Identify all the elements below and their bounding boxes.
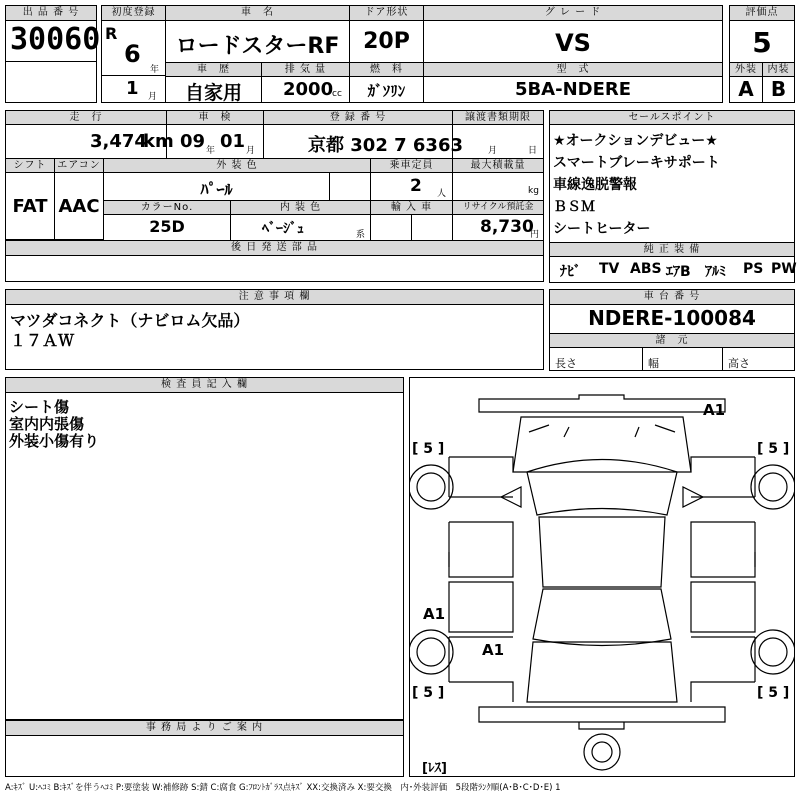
- history-label: 車 歴: [165, 62, 262, 77]
- inspector-line: 外装小傷有り: [9, 432, 100, 450]
- recycle-amount: 8,730: [480, 217, 534, 237]
- equipment-item: ABS: [630, 261, 662, 277]
- import-box-2: [411, 214, 453, 241]
- inspection-label: 車 検: [166, 110, 264, 125]
- import-label: 輸 入 車: [370, 200, 453, 215]
- lot-empty-box: [5, 61, 97, 103]
- inspector-line: シート傷: [9, 398, 70, 416]
- later-parts-label: 後 日 発 送 部 品: [5, 240, 544, 256]
- displacement: 2000: [283, 79, 334, 100]
- tire-grade-rr: [ 5 ]: [757, 685, 790, 701]
- equipment-item: ｴｱB: [666, 264, 691, 280]
- transfer-month: 月: [488, 146, 498, 156]
- sales-point: ＢＳＭ: [553, 199, 595, 215]
- score: 5: [752, 26, 772, 59]
- sales-point: シートヒーター: [553, 221, 651, 237]
- year-unit: 年: [150, 65, 160, 75]
- interior-color: ﾍﾞｰｼﾞｭ: [262, 221, 304, 237]
- model: 5BA-NDERE: [514, 79, 632, 100]
- spec-length: 長さ: [555, 357, 577, 370]
- ext-label: 外装: [729, 62, 763, 77]
- sales-point: 車線逸脱警報: [553, 177, 637, 193]
- car-name: ロードスターRF: [175, 34, 340, 59]
- equipment-label: 純 正 装 備: [549, 242, 795, 257]
- color-no: 25D: [149, 217, 185, 236]
- displacement-label: 排 気 量: [261, 62, 350, 77]
- load-label: 最大積載量: [452, 158, 544, 173]
- inspector-label: 検 査 員 記 入 欄: [5, 377, 404, 393]
- damage-mark: A1: [703, 401, 726, 419]
- int-label: 内装: [762, 62, 795, 77]
- name-label: 車 名: [165, 5, 350, 21]
- sales-point: スマートブレーキサポート: [553, 155, 720, 171]
- interior-suffix: 系: [356, 230, 366, 240]
- note-line: １７ＡＷ: [10, 331, 75, 350]
- mileage: 3,474: [90, 131, 147, 152]
- mileage-label: 走 行: [5, 110, 167, 125]
- month-divider: [101, 75, 166, 76]
- sales-point: ★オークションデビュー★: [553, 133, 718, 149]
- equipment-item: PW: [771, 261, 797, 277]
- insp-month: 01: [220, 131, 246, 152]
- sales-label: セールスポイント: [549, 110, 795, 125]
- grade: VS: [555, 29, 591, 57]
- equipment-item: TV: [599, 261, 620, 277]
- spec-label: 諸 元: [549, 333, 795, 348]
- cc-unit: cc: [332, 89, 342, 99]
- import-box: [370, 214, 412, 241]
- history: 自家用: [184, 82, 242, 104]
- car-diagram: [409, 377, 795, 777]
- color-no-label: カラーNo.: [103, 200, 231, 215]
- chassis-number: NDERE-100084: [588, 306, 756, 330]
- capacity: 2: [410, 176, 422, 196]
- ext-color: ﾊﾟｰﾙ: [200, 180, 233, 199]
- equipment-item: ｱﾙﾐ: [705, 264, 726, 280]
- first-reg-label: 初度登録: [101, 5, 166, 21]
- office-label: 事 務 局 よ り ご 案 内: [5, 720, 404, 736]
- int-grade: B: [770, 77, 787, 101]
- legend: A:ｷｽﾞ U:ﾍｺﾐ B:ｷｽﾞを伴うﾍｺﾐ P:要塗装 W:補修跡 S:錆 C:腐食 G:ﾌﾛﾝﾄｶﾞﾗｽ点ｷｽﾞ XX:交換済み X:要交換 内･外装評価 5段階ﾗﾝｸ順(A･B･C･D･E) 1: [5, 783, 561, 793]
- note-line: マツダコネクト（ナビロム欠品）: [10, 311, 250, 330]
- tire-grade-rl: [ 5 ]: [412, 685, 445, 701]
- spec-height: 高さ: [728, 357, 750, 370]
- equipment-item: ﾅﾋﾞ: [560, 264, 581, 280]
- capacity-label: 乗車定員: [370, 158, 453, 173]
- transfer-day: 日: [528, 146, 538, 156]
- color-label: 外 装 色: [103, 158, 371, 173]
- interior-label: 内 装 色: [230, 200, 371, 215]
- reg-month: 1: [126, 78, 139, 99]
- damage-mark: A1: [482, 641, 505, 659]
- tire-grade-fl: [ 5 ]: [412, 441, 445, 457]
- lot-number: 30060: [10, 22, 101, 57]
- inspector-line: 室内内張傷: [9, 415, 85, 433]
- later-parts-box: [5, 255, 544, 282]
- damage-mark: A1: [423, 605, 446, 623]
- km-unit: km: [143, 131, 174, 152]
- shift-label: シフト: [5, 158, 55, 173]
- shift: FAT: [12, 196, 48, 217]
- spec-width: 幅: [648, 357, 659, 370]
- ac: AAC: [58, 196, 100, 217]
- grade-label: グ レ ー ド: [423, 5, 723, 21]
- tire-grade-fr: [ 5 ]: [757, 441, 790, 457]
- plate-label: 登 録 番 号: [263, 110, 453, 125]
- fuel-label: 燃 料: [349, 62, 424, 77]
- era: R: [105, 24, 118, 43]
- color-box-end: [329, 172, 371, 201]
- fuel: ｶﾞｿﾘﾝ: [367, 82, 406, 100]
- reg-year: 6: [124, 40, 141, 68]
- equipment-item: PS: [743, 261, 764, 277]
- recycle-unit: 円: [530, 230, 540, 240]
- spare-tire-label: [ﾚｽ]: [422, 761, 447, 776]
- office-box: [5, 735, 404, 777]
- capacity-unit: 人: [437, 189, 447, 199]
- door-label: ドア形状: [349, 5, 424, 21]
- insp-year: 09: [180, 131, 206, 152]
- insp-year-unit: 年: [206, 146, 216, 156]
- insp-month-unit: 月: [246, 146, 256, 156]
- lot-label: 出 品 番 号: [5, 5, 97, 21]
- chassis-label: 車 台 番 号: [549, 289, 795, 305]
- plate: 京都 302 7 6363: [308, 135, 463, 156]
- recycle-label: リサイクル預託金: [452, 200, 544, 215]
- ac-label: エアコン: [54, 158, 104, 173]
- door-type: 20P: [363, 29, 410, 54]
- ext-grade: A: [738, 77, 754, 101]
- model-label: 型 式: [423, 62, 723, 77]
- notes-label: 注 意 事 項 欄: [5, 289, 544, 305]
- load-unit: kg: [528, 186, 539, 196]
- score-label: 評価点: [729, 5, 795, 21]
- transfer-label: 譲渡書類期限: [452, 110, 544, 125]
- month-unit: 月: [148, 92, 158, 102]
